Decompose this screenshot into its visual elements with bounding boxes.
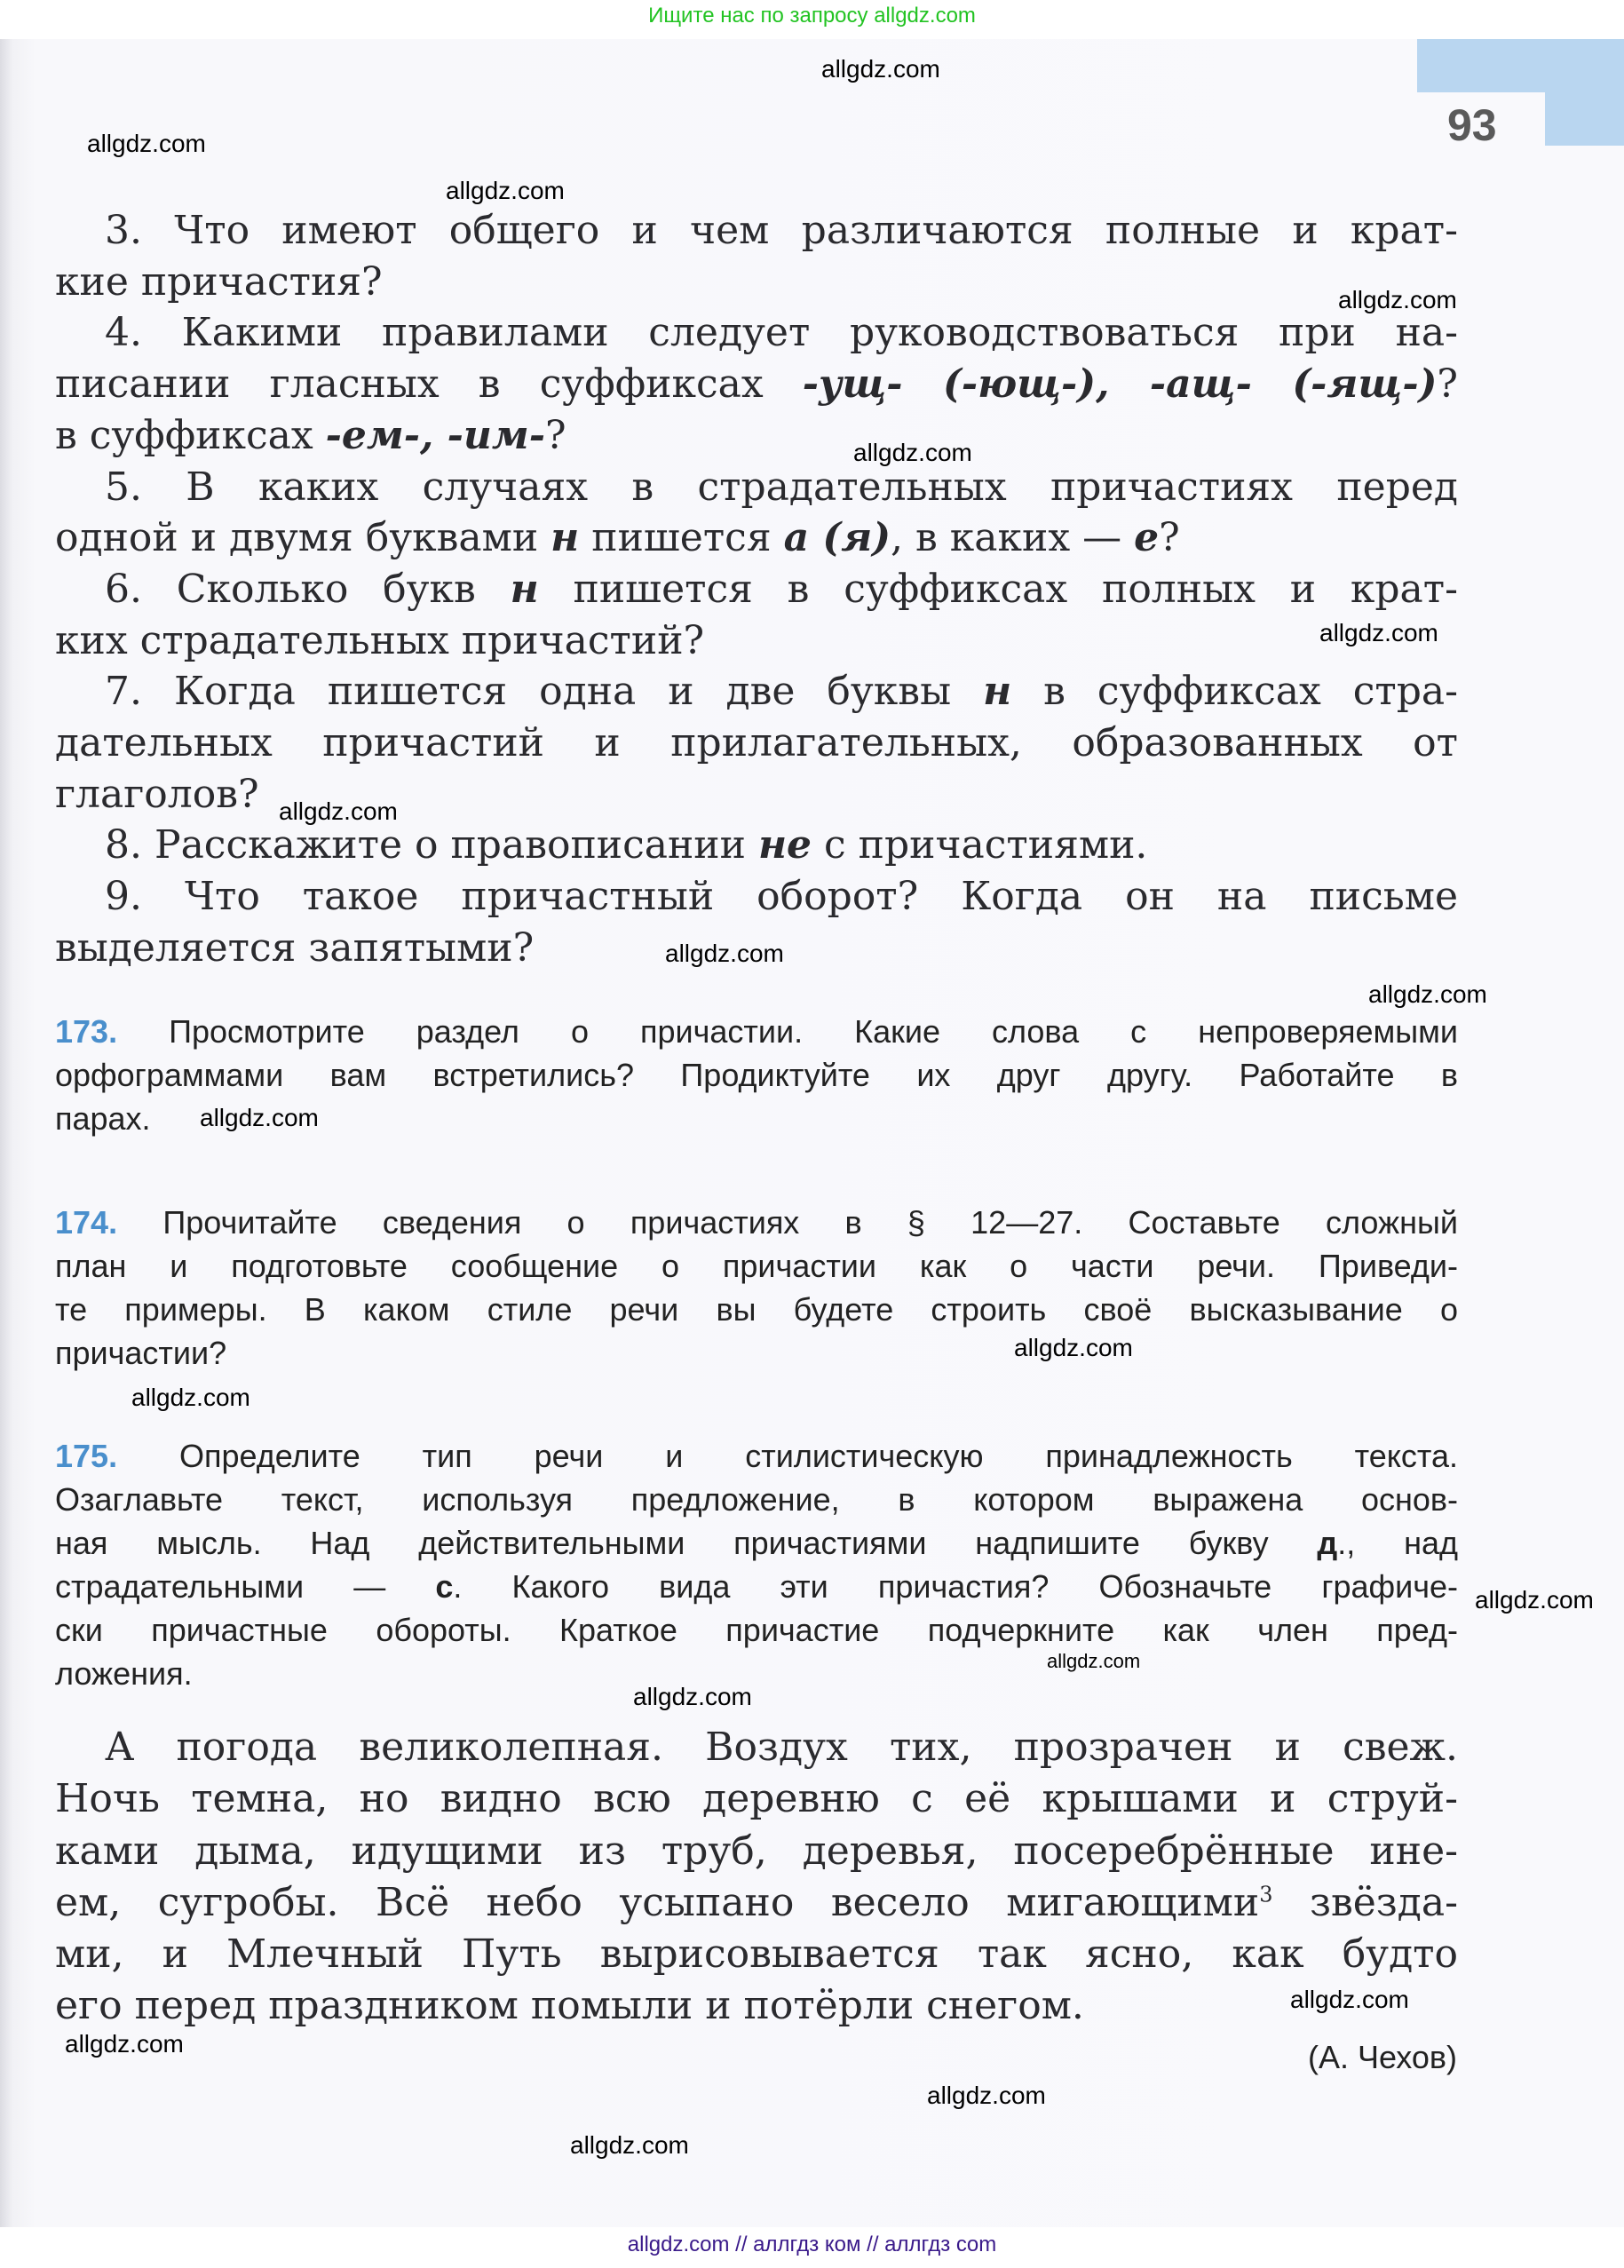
text-line <box>55 410 1458 462</box>
text-line <box>55 205 1458 257</box>
emphasis-text: -ем-, -им- <box>325 412 545 458</box>
text-line <box>55 718 1458 769</box>
watermark: allgdz.com <box>446 177 565 204</box>
watermark: allgdz.com <box>1047 1650 1141 1672</box>
exercise-number: 174. <box>55 1204 118 1241</box>
watermark: allgdz.com <box>1368 980 1487 1008</box>
text-run: с причастиями. <box>812 822 1148 868</box>
watermark: allgdz.com <box>65 2030 184 2058</box>
watermark: allgdz.com <box>87 130 206 157</box>
text-run: выделяется запятыми? <box>55 924 535 971</box>
text-line <box>55 1929 1458 1980</box>
text-run: 3. Что имеют общего и чем различаются полные и крат- <box>105 208 1458 253</box>
text-line <box>55 1826 1458 1877</box>
bottom-banner[interactable]: allgdz.com // аллгдз ком // аллгдз com <box>627 2232 997 2256</box>
text-run: причастии? <box>55 1335 227 1371</box>
text-run: Ночь темна, но видно всю деревню с её крышами и струй- <box>55 1776 1458 1822</box>
text-run: ми, и Млечный Путь вырисовывается так ясно, как будто <box>55 1931 1458 1978</box>
text-run: 5. В каких случаях в страдательных причастиях перед <box>105 464 1458 510</box>
bold-letter: с <box>435 1568 454 1605</box>
text-run: страдательными — <box>55 1568 436 1605</box>
watermark: allgdz.com <box>1014 1334 1133 1361</box>
text-run: Просмотрите раздел о причастии. Какие слова с непроверяемыми <box>117 1013 1458 1050</box>
text-line <box>55 820 1458 871</box>
text-run: глаголов? <box>55 771 259 817</box>
watermark: allgdz.com <box>821 55 940 83</box>
text-run: писании гласных в суффиксах <box>55 361 803 408</box>
text-line <box>55 512 1458 564</box>
exercise-number: 173. <box>55 1013 118 1050</box>
text-run: 8. Расскажите о правописании <box>105 822 758 868</box>
watermark: allgdz.com <box>1338 286 1457 313</box>
watermark: allgdz.com <box>853 439 972 466</box>
text-run: те примеры. В каком стиле речи вы будете строить своё высказывание о <box>55 1291 1458 1328</box>
emphasis-text: н <box>551 515 580 561</box>
text-run: 6. Сколько букв <box>105 566 511 612</box>
emphasis-text: н <box>510 566 539 612</box>
text-run: Определите тип речи и стилистическую принадлежность текста. <box>117 1438 1458 1474</box>
text-run: , в каких — <box>891 515 1135 561</box>
text-run: кие причастия? <box>55 258 383 305</box>
text-line <box>55 1010 1458 1053</box>
emphasis-text: н <box>983 669 1012 715</box>
text-line <box>55 359 1458 410</box>
text-run: Прочитайте сведения о причастиях в § 12—27. Составьте сложный <box>117 1204 1458 1241</box>
text-line <box>55 666 1458 718</box>
text-line <box>55 615 1458 667</box>
text-line <box>55 1608 1458 1652</box>
text-run: ная мысль. Над действительными причастиями надпишите букву <box>55 1525 1318 1561</box>
exercise-number: 175. <box>55 1438 118 1474</box>
text-run: ких страдательных причастий? <box>55 617 705 663</box>
watermark: allgdz.com <box>1290 1986 1409 2013</box>
text-run: в суффиксах стра- <box>1011 669 1459 715</box>
text-run: пишется в суффиксах полных и крат- <box>538 566 1458 612</box>
text-line <box>55 257 1458 308</box>
text-run: в суффиксах <box>55 412 326 458</box>
text-run: 4. Какими правилами следует руководствоваться при на- <box>105 310 1458 356</box>
text-run: одной и двумя буквами <box>55 515 551 561</box>
watermark: allgdz.com <box>633 1683 752 1710</box>
text-run: дательных причастий и прилагательных, образованных от <box>55 720 1458 766</box>
text-run: . Какого вида эти причастия? Обозначьте графиче- <box>453 1568 1458 1605</box>
page-number: 93 <box>1447 100 1497 150</box>
text-line <box>55 1434 1458 1478</box>
text-line <box>55 1201 1458 1244</box>
passage-author: (А. Чехов) <box>1308 2039 1457 2075</box>
review-questions <box>55 205 1458 974</box>
text-line <box>55 1478 1458 1521</box>
text-run: Озаглавьте текст, используя предложение, в котором выражена основ- <box>55 1481 1458 1518</box>
emphasis-text: -ущ- (-ющ-), -ащ- (-ящ-) <box>802 361 1438 408</box>
text-line <box>55 1053 1458 1097</box>
text-run: парах. <box>55 1100 151 1137</box>
bold-letter: д <box>1317 1525 1338 1561</box>
text-line <box>55 1980 1458 2032</box>
text-line <box>55 1877 1458 1929</box>
text-line <box>55 1722 1458 1773</box>
exercise-174 <box>55 1201 1458 1375</box>
text-line <box>55 564 1458 615</box>
text-line <box>55 1521 1458 1565</box>
emphasis-text: не <box>757 822 812 868</box>
text-line <box>55 871 1458 923</box>
text-run: пишется <box>579 515 784 561</box>
text-run: А погода великолепная. Воздух тих, прозрачен и свеж. <box>105 1725 1458 1770</box>
exercise-175 <box>55 1434 1458 1695</box>
text-run: 9. Что такое причастный оборот? Когда он на письме <box>105 874 1458 920</box>
watermark: allgdz.com <box>1319 619 1438 646</box>
text-run: его перед праздником помыли и потёрли снегом. <box>55 1983 1084 2029</box>
emphasis-text: е <box>1134 515 1160 561</box>
watermark: allgdz.com <box>200 1104 319 1131</box>
chekhov-passage <box>55 1722 1458 2033</box>
text-run: ? <box>545 412 566 458</box>
watermark: allgdz.com <box>570 2131 689 2159</box>
text-line <box>55 462 1458 513</box>
text-line <box>55 1244 1458 1288</box>
watermark: allgdz.com <box>1475 1586 1594 1614</box>
text-run: ., над <box>1337 1525 1458 1561</box>
text-run: звёзда- <box>1272 1879 1458 1925</box>
text-run: план и подготовьте сообщение о причастии как о части речи. Приведи- <box>55 1248 1458 1284</box>
watermark: allgdz.com <box>279 797 398 825</box>
text-run: 7. Когда пишется одна и две буквы <box>105 669 984 715</box>
text-line <box>55 1773 1458 1825</box>
page-tab-decoration <box>1545 39 1624 146</box>
text-run: ем, сугробы. Всё небо усыпано весело мигающими <box>55 1879 1260 1925</box>
emphasis-text: а (я) <box>783 515 891 561</box>
watermark: allgdz.com <box>927 2082 1046 2109</box>
text-line <box>55 307 1458 359</box>
top-banner[interactable]: Ищите нас по запросу allgdz.com <box>648 4 976 28</box>
text-run: ски причастные обороты. Краткое причастие подчеркните как член пред- <box>55 1612 1458 1648</box>
text-run: орфограммами вам встретились? Продиктуйте их друг другу. Работайте в <box>55 1057 1458 1093</box>
text-run: ками дыма, идущими из труб, деревья, посеребрённые ине- <box>55 1828 1458 1874</box>
text-line <box>55 1565 1458 1608</box>
text-run: ? <box>1159 515 1180 561</box>
watermark: allgdz.com <box>131 1384 250 1411</box>
text-line <box>55 1288 1458 1331</box>
text-line <box>55 1652 1458 1695</box>
text-line <box>55 769 1458 821</box>
text-run: ? <box>1437 361 1459 408</box>
watermark: allgdz.com <box>665 940 784 967</box>
text-line <box>55 1331 1458 1375</box>
text-run: ложения. <box>55 1655 193 1692</box>
footnote-marker: 3 <box>1259 1882 1273 1907</box>
